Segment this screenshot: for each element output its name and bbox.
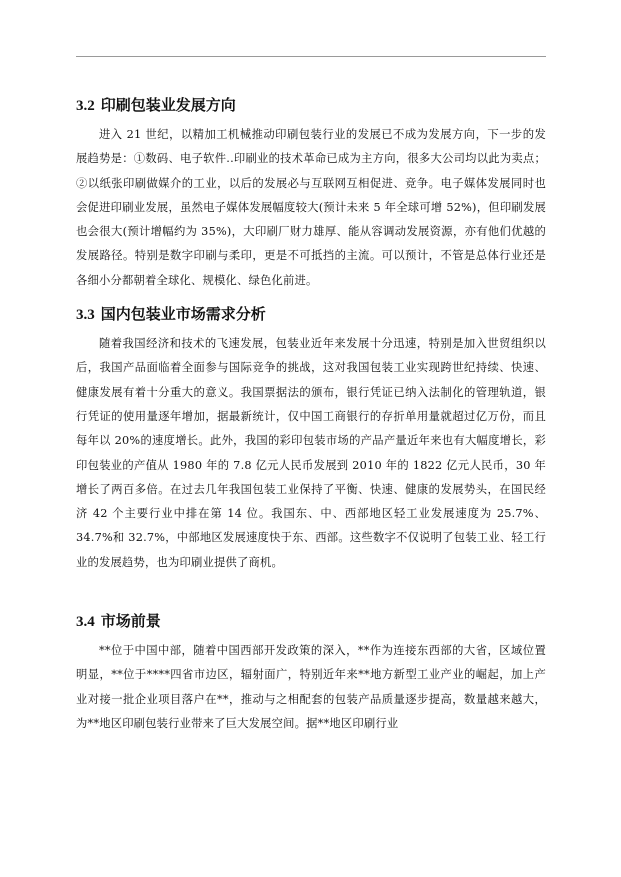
section-3-3 bbox=[76, 302, 546, 575]
section-number: 3.2 bbox=[76, 98, 95, 114]
section-heading bbox=[76, 302, 546, 327]
header-rule bbox=[76, 56, 546, 57]
section-title: 市场前景 bbox=[100, 612, 161, 631]
section-heading bbox=[76, 609, 546, 634]
document-body bbox=[76, 93, 546, 736]
section-3-2 bbox=[76, 93, 546, 293]
section-3-4 bbox=[76, 609, 546, 736]
section-title: 国内包装业市场需求分析 bbox=[100, 305, 266, 324]
section-heading bbox=[76, 93, 546, 118]
section-title: 印刷包装业发展方向 bbox=[100, 96, 236, 114]
section-number: 3.4 bbox=[76, 614, 95, 631]
section-paragraph: **位于中国中部，随着中国西部开发政策的深入，**作为连接东西部的大省，区域位置明显，**位于****四省市边区，辐射面广，特别近年来**地方新型工业产业的崛起，加上产业对接一批企业项目落户在**，推动与之相配套的包装产品质量逐步提高，数量越来越大，为**地区印刷包装行业带来了巨大发展空间。据**地区印刷行业 bbox=[76, 644, 546, 730]
section-paragraph: 随着我国经济和技术的飞速发展，包装业近年来发展十分迅速，特别是加入世贸组织以后，我国产品面临着全面参与国际竞争的挑战，这对我国包装工业实现跨世纪持续、快速、健康发展有着十分重大的意义。我国票据法的颁布，银行凭证已纳入法制化的管理轨道，银行凭证的使用量逐年增加，据最新统计，仅中国工商银行的存折单用量就超过亿万份，而且每年以 20%的速度增长。此外，我国的彩印包装市场的产品产量近年来也有大幅度增长，彩印包装业的产值从 1980 年的 7.8 亿元人民币发展到 2010 年的 1822 亿元人民币，30 年增长了两百多倍。在过去几年我国包装工业保持了平衡、快速、健康的发展势头，在国民经济 42 个主要行业中排在第 14 位。我国东、中、西部地区轻工业发展速度为 25.7%、34.7%和 32.7%，中部地区发展速度快于东、西部。这些数字不仅说明了包装工业、轻工行业的发展趋势，也为印刷业提供了商机。 bbox=[76, 337, 546, 569]
section-number: 3.3 bbox=[76, 307, 95, 324]
section-paragraph: 进入 21 世纪，以精加工机械推动印刷包装行业的发展已不成为发展方向，下一步的发展趋势是：①数码、电子软件..印刷业的技术革命已成为主方向，很多大公司均以此为卖点；②以纸张印刷做媒介的工业，以后的发展必与互联网互相促进、竞争。电子媒体发展同时也会促进印刷业发展，虽然电子媒体发展幅度较大(预计未来 5 年全球可增 52%)，但印刷发展也会很大(预计增幅约为 35%)，大印刷厂财力雄厚、能从容调动发展资源，亦有他们优越的发展路径。特别是数字印刷与柔印，更是不可抵挡的主流。可以预计，不管是总体行业还是各细小分都朝着全球化、规模化、绿色化前进。 bbox=[76, 128, 546, 287]
